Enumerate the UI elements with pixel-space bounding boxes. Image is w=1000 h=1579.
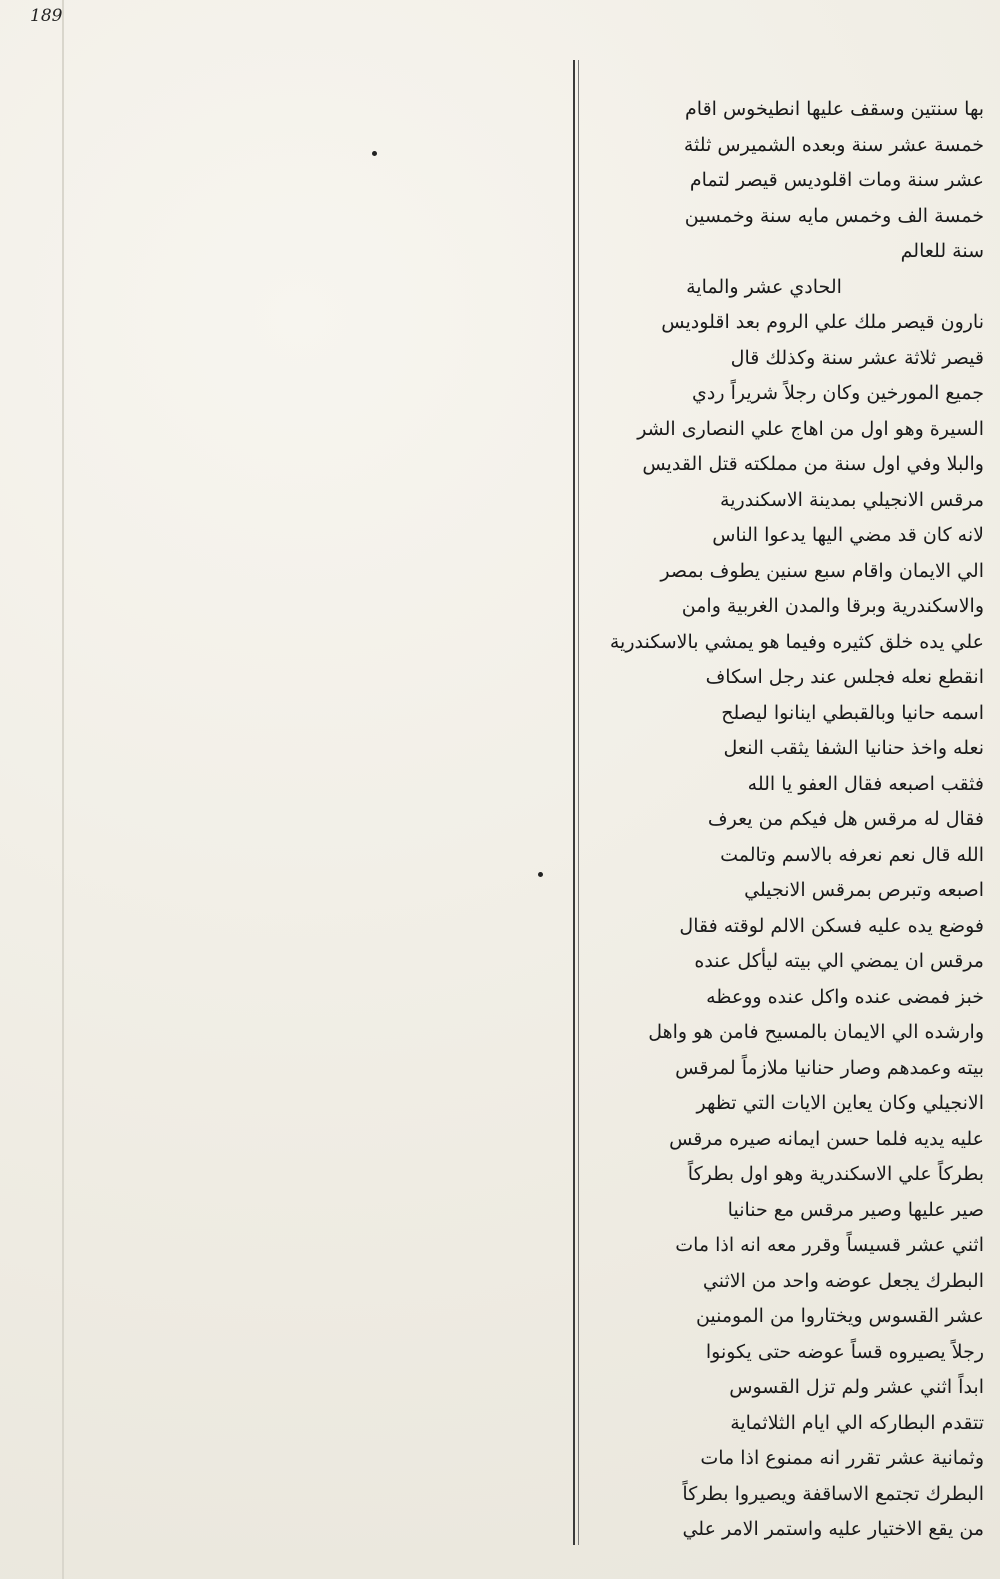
text-line: نعله واخذ حنانيا الشفا يثقب النعل — [723, 737, 984, 759]
text-line: علي يده خلق كثيره وفيما هو يمشي بالاسكندرية — [609, 630, 984, 653]
text-line: عليه يديه فلما حسن ايمانه صيره مرقس — [669, 1127, 984, 1150]
text-line: وارشده الي الايمان بالمسيح فامن هو واهل — [648, 1021, 984, 1043]
text-line: البطرك يجعل عوضه واحد من الاثني — [702, 1269, 984, 1292]
text-line: بها سنتين وسقف عليها انطيخوس اقام — [685, 98, 984, 120]
text-line: اصبعه وتبرص بمرقس الانجيلي — [744, 879, 984, 901]
text-line: عشر سنة ومات اقلوديس قيصر لتمام — [689, 169, 984, 191]
text-line: وثمانية عشر تقرر انه ممنوع اذا مات — [700, 1447, 984, 1469]
text-line: مرقس ان يمضي الي بيته ليأكل عنده — [694, 950, 984, 972]
text-line: اثني عشر قسيساً وقرر معه انه اذا مات — [675, 1234, 984, 1256]
text-line: والاسكندرية وبرقا والمدن الغربية وامن — [681, 595, 984, 617]
text-line: فثقب اصبعه فقال العفو يا الله — [747, 772, 984, 795]
text-line: الي الايمان واقام سبع سنين يطوف بمصر — [660, 559, 984, 582]
text-line: فقال له مرقس هل فيكم من يعرف — [707, 808, 984, 830]
ink-spot — [372, 151, 377, 156]
text-line: خمسة الف وخمس مايه سنة وخمسين — [684, 204, 984, 227]
margin-rule-inner — [578, 60, 579, 1545]
margin-rule — [573, 60, 575, 1545]
text-line: الانجيلي وكان يعاين الايات التي تظهر — [696, 1092, 984, 1114]
text-line: قيصر ثلاثة عشر سنة وكذلك قال — [730, 346, 984, 369]
text-line: مرقس الانجيلي بمدينة الاسكندرية — [720, 488, 984, 511]
text-line: السيرة وهو اول من اهاج علي النصارى الشر — [637, 417, 984, 440]
text-line: والبلا وفي اول سنة من مملكته قتل القديس — [642, 453, 984, 475]
text-line: الله قال نعم نعرفه بالاسم وتالمت — [720, 843, 984, 866]
text-line: خمسة عشر سنة وبعده الشميرس ثلثة — [683, 133, 984, 156]
text-line: فوضع يده عليه فسكن الالم لوقته فقال — [679, 914, 984, 937]
section-heading: الحادي عشر والماية — [686, 275, 842, 298]
text-line: بيته وعمدهم وصار حنانيا ملازماً لمرقس — [675, 1056, 984, 1079]
text-line: صير عليها وصير مرقس مع حنانيا — [727, 1198, 984, 1221]
manuscript-text — [584, 92, 984, 1548]
text-line: انقطع نعله فجلس عند رجل اسكاف — [705, 666, 984, 688]
page-number: 189 — [30, 6, 63, 26]
text-line: سنة للعالم — [900, 240, 984, 262]
text-line: لانه كان قد مضي اليها يدعوا الناس — [712, 524, 984, 546]
text-line: البطرك تجتمع الاساقفة ويصيروا بطركاً — [682, 1482, 984, 1505]
text-line: نارون قيصر ملك علي الروم بعد اقلوديس — [661, 311, 984, 333]
text-line: بطركاً علي الاسكندرية وهو اول بطركاً — [687, 1163, 984, 1185]
page-fold-line — [62, 0, 64, 1579]
text-line: خبز فمضى عنده واكل عنده ووعظه — [706, 985, 984, 1008]
text-line: اسمه حانيا وبالقبطي اينانوا ليصلح — [721, 701, 984, 724]
ink-spot — [538, 872, 543, 877]
text-line: رجلاً يصيروه قساً عوضه حتى يكونوا — [705, 1340, 984, 1363]
text-line: ابداً اثني عشر ولم تزل القسوس — [729, 1376, 984, 1398]
text-line: جميع المورخين وكان رجلاً شريراً ردي — [692, 382, 984, 404]
text-line: تتقدم البطاركه الي ايام الثلاثماية — [730, 1411, 984, 1434]
text-line: من يقع الاختيار عليه واستمر الامر علي — [682, 1518, 984, 1540]
text-line: عشر القسوس ويختاروا من المومنين — [695, 1305, 984, 1327]
